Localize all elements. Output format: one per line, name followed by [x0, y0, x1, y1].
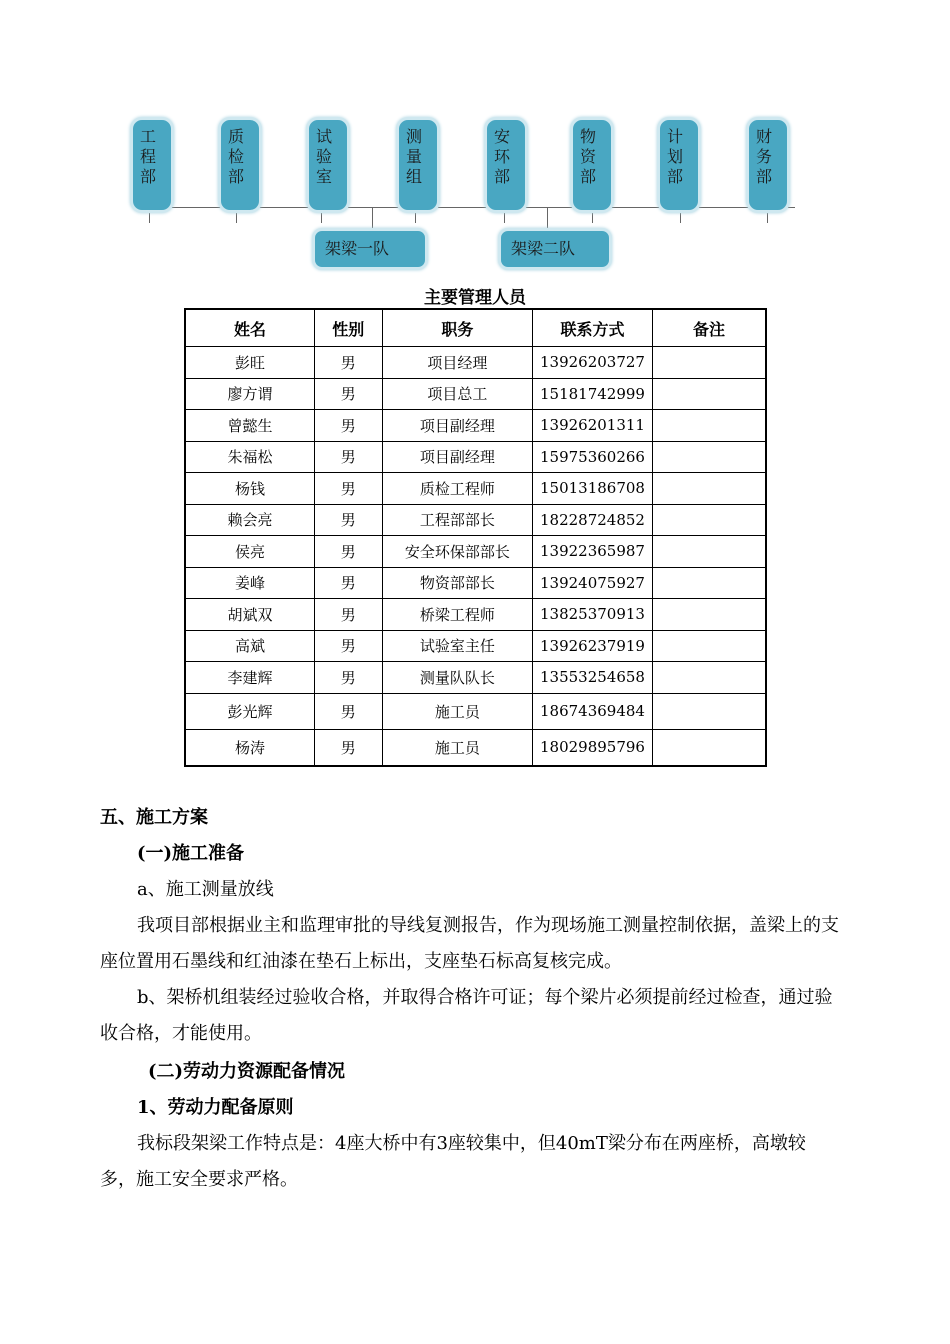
table-row [185, 599, 766, 631]
header-contact: 联系方式 [533, 309, 653, 347]
table-row [185, 567, 766, 599]
heading-labor-principle: 1、劳动力配备原则 [137, 1097, 294, 1118]
cell-position: 施工员 [382, 729, 532, 766]
cell-remarks [652, 473, 766, 505]
cell-remarks [652, 504, 766, 536]
dept-survey: 测 量 组 [396, 117, 440, 213]
cell-position: 项目总工 [382, 378, 532, 410]
cell-gender: 男 [314, 504, 382, 536]
cell-position: 桥梁工程师 [382, 599, 532, 631]
cell-position: 试验室主任 [382, 630, 532, 662]
cell-name: 朱福松 [185, 441, 314, 473]
cell-position: 项目副经理 [382, 410, 532, 442]
subsection-heading-2: (二)劳动力资源配备情况 [148, 1061, 346, 1082]
paragraph-labor: 我标段架梁工作特点是：4座大桥中有3座较集中，但40mT梁分布在两座桥，高墩较多，施工安全要求严格。 [100, 1133, 806, 1190]
cell-gender: 男 [314, 378, 382, 410]
cell-contact: 15013186708 [533, 473, 653, 505]
cell-name: 彭光辉 [185, 693, 314, 729]
paragraph-b: b、架桥机组装经过验收合格，并取得合格许可证；每个梁片必须提前经过检查，通过验收合格，才能使用。 [100, 987, 833, 1044]
cell-remarks [652, 662, 766, 694]
cell-gender: 男 [314, 599, 382, 631]
cell-name: 杨钱 [185, 473, 314, 505]
dept-engineering: 工 程 部 [130, 117, 174, 213]
cell-name: 廖方谓 [185, 378, 314, 410]
table-row [185, 378, 766, 410]
cell-name: 李建辉 [185, 662, 314, 694]
cell-remarks [652, 378, 766, 410]
cell-name: 高斌 [185, 630, 314, 662]
table-row [185, 693, 766, 729]
cell-gender: 男 [314, 729, 382, 766]
table-header-row [185, 309, 766, 347]
cell-remarks [652, 441, 766, 473]
org-chart [0, 0, 950, 290]
table-row [185, 729, 766, 766]
dept-finance: 财 务 部 [746, 117, 790, 213]
table-title: 主要管理人员 [424, 288, 526, 308]
cell-contact: 13922365987 [533, 536, 653, 568]
cell-contact: 15181742999 [533, 378, 653, 410]
header-remarks: 备注 [652, 309, 766, 347]
cell-remarks [652, 599, 766, 631]
cell-contact: 13926201311 [533, 410, 653, 442]
dept-planning: 计 划 部 [657, 117, 701, 213]
dept-materials: 物 资 部 [570, 117, 614, 213]
table-row [185, 662, 766, 694]
header-position: 职务 [382, 309, 532, 347]
cell-position: 质检工程师 [382, 473, 532, 505]
cell-name: 赖会亮 [185, 504, 314, 536]
cell-contact: 13926237919 [533, 630, 653, 662]
cell-contact: 18674369484 [533, 693, 653, 729]
cell-position: 项目副经理 [382, 441, 532, 473]
cell-position: 安全环保部部长 [382, 536, 532, 568]
cell-gender: 男 [314, 662, 382, 694]
header-gender: 性别 [314, 309, 382, 347]
cell-gender: 男 [314, 410, 382, 442]
cell-name: 侯亮 [185, 536, 314, 568]
cell-position: 物资部部长 [382, 567, 532, 599]
cell-name: 胡斌双 [185, 599, 314, 631]
cell-remarks [652, 347, 766, 379]
staff-table [184, 308, 767, 767]
cell-remarks [652, 536, 766, 568]
cell-name: 彭旺 [185, 347, 314, 379]
cell-remarks [652, 630, 766, 662]
subsection-heading-1: (一)施工准备 [137, 843, 245, 864]
table-body [185, 347, 766, 766]
cell-contact: 13926203727 [533, 347, 653, 379]
cell-gender: 男 [314, 567, 382, 599]
section-heading: 五、施工方案 [100, 807, 208, 828]
table-row [185, 630, 766, 662]
cell-name: 姜峰 [185, 567, 314, 599]
dept-safety-env: 安 环 部 [484, 117, 528, 213]
table-row [185, 473, 766, 505]
cell-remarks [652, 567, 766, 599]
table-row [185, 504, 766, 536]
cell-contact: 15975360266 [533, 441, 653, 473]
table-row [185, 410, 766, 442]
team-erection-1: 架梁一队 [312, 228, 428, 270]
cell-gender: 男 [314, 536, 382, 568]
dept-quality: 质 检 部 [218, 117, 262, 213]
cell-position: 施工员 [382, 693, 532, 729]
cell-remarks [652, 729, 766, 766]
cell-contact: 13924075927 [533, 567, 653, 599]
cell-gender: 男 [314, 630, 382, 662]
item-a-heading: a、施工测量放线 [137, 879, 274, 900]
header-name: 姓名 [185, 309, 314, 347]
cell-gender: 男 [314, 347, 382, 379]
cell-position: 测量队队长 [382, 662, 532, 694]
cell-remarks [652, 410, 766, 442]
cell-contact: 13825370913 [533, 599, 653, 631]
cell-remarks [652, 693, 766, 729]
cell-position: 工程部部长 [382, 504, 532, 536]
table-row [185, 347, 766, 379]
dept-laboratory: 试 验 室 [306, 117, 350, 213]
cell-position: 项目经理 [382, 347, 532, 379]
table-row [185, 536, 766, 568]
cell-name: 杨涛 [185, 729, 314, 766]
table-row [185, 441, 766, 473]
cell-contact: 13553254658 [533, 662, 653, 694]
cell-gender: 男 [314, 693, 382, 729]
paragraph-a: 我项目部根据业主和监理审批的导线复测报告，作为现场施工测量控制依据，盖梁上的支座位置用石墨线和红油漆在垫石上标出，支座垫石标高复核完成。 [100, 915, 839, 972]
cell-contact: 18228724852 [533, 504, 653, 536]
cell-name: 曾懿生 [185, 410, 314, 442]
cell-gender: 男 [314, 441, 382, 473]
team-erection-2: 架梁二队 [498, 228, 612, 270]
cell-contact: 18029895796 [533, 729, 653, 766]
cell-gender: 男 [314, 473, 382, 505]
